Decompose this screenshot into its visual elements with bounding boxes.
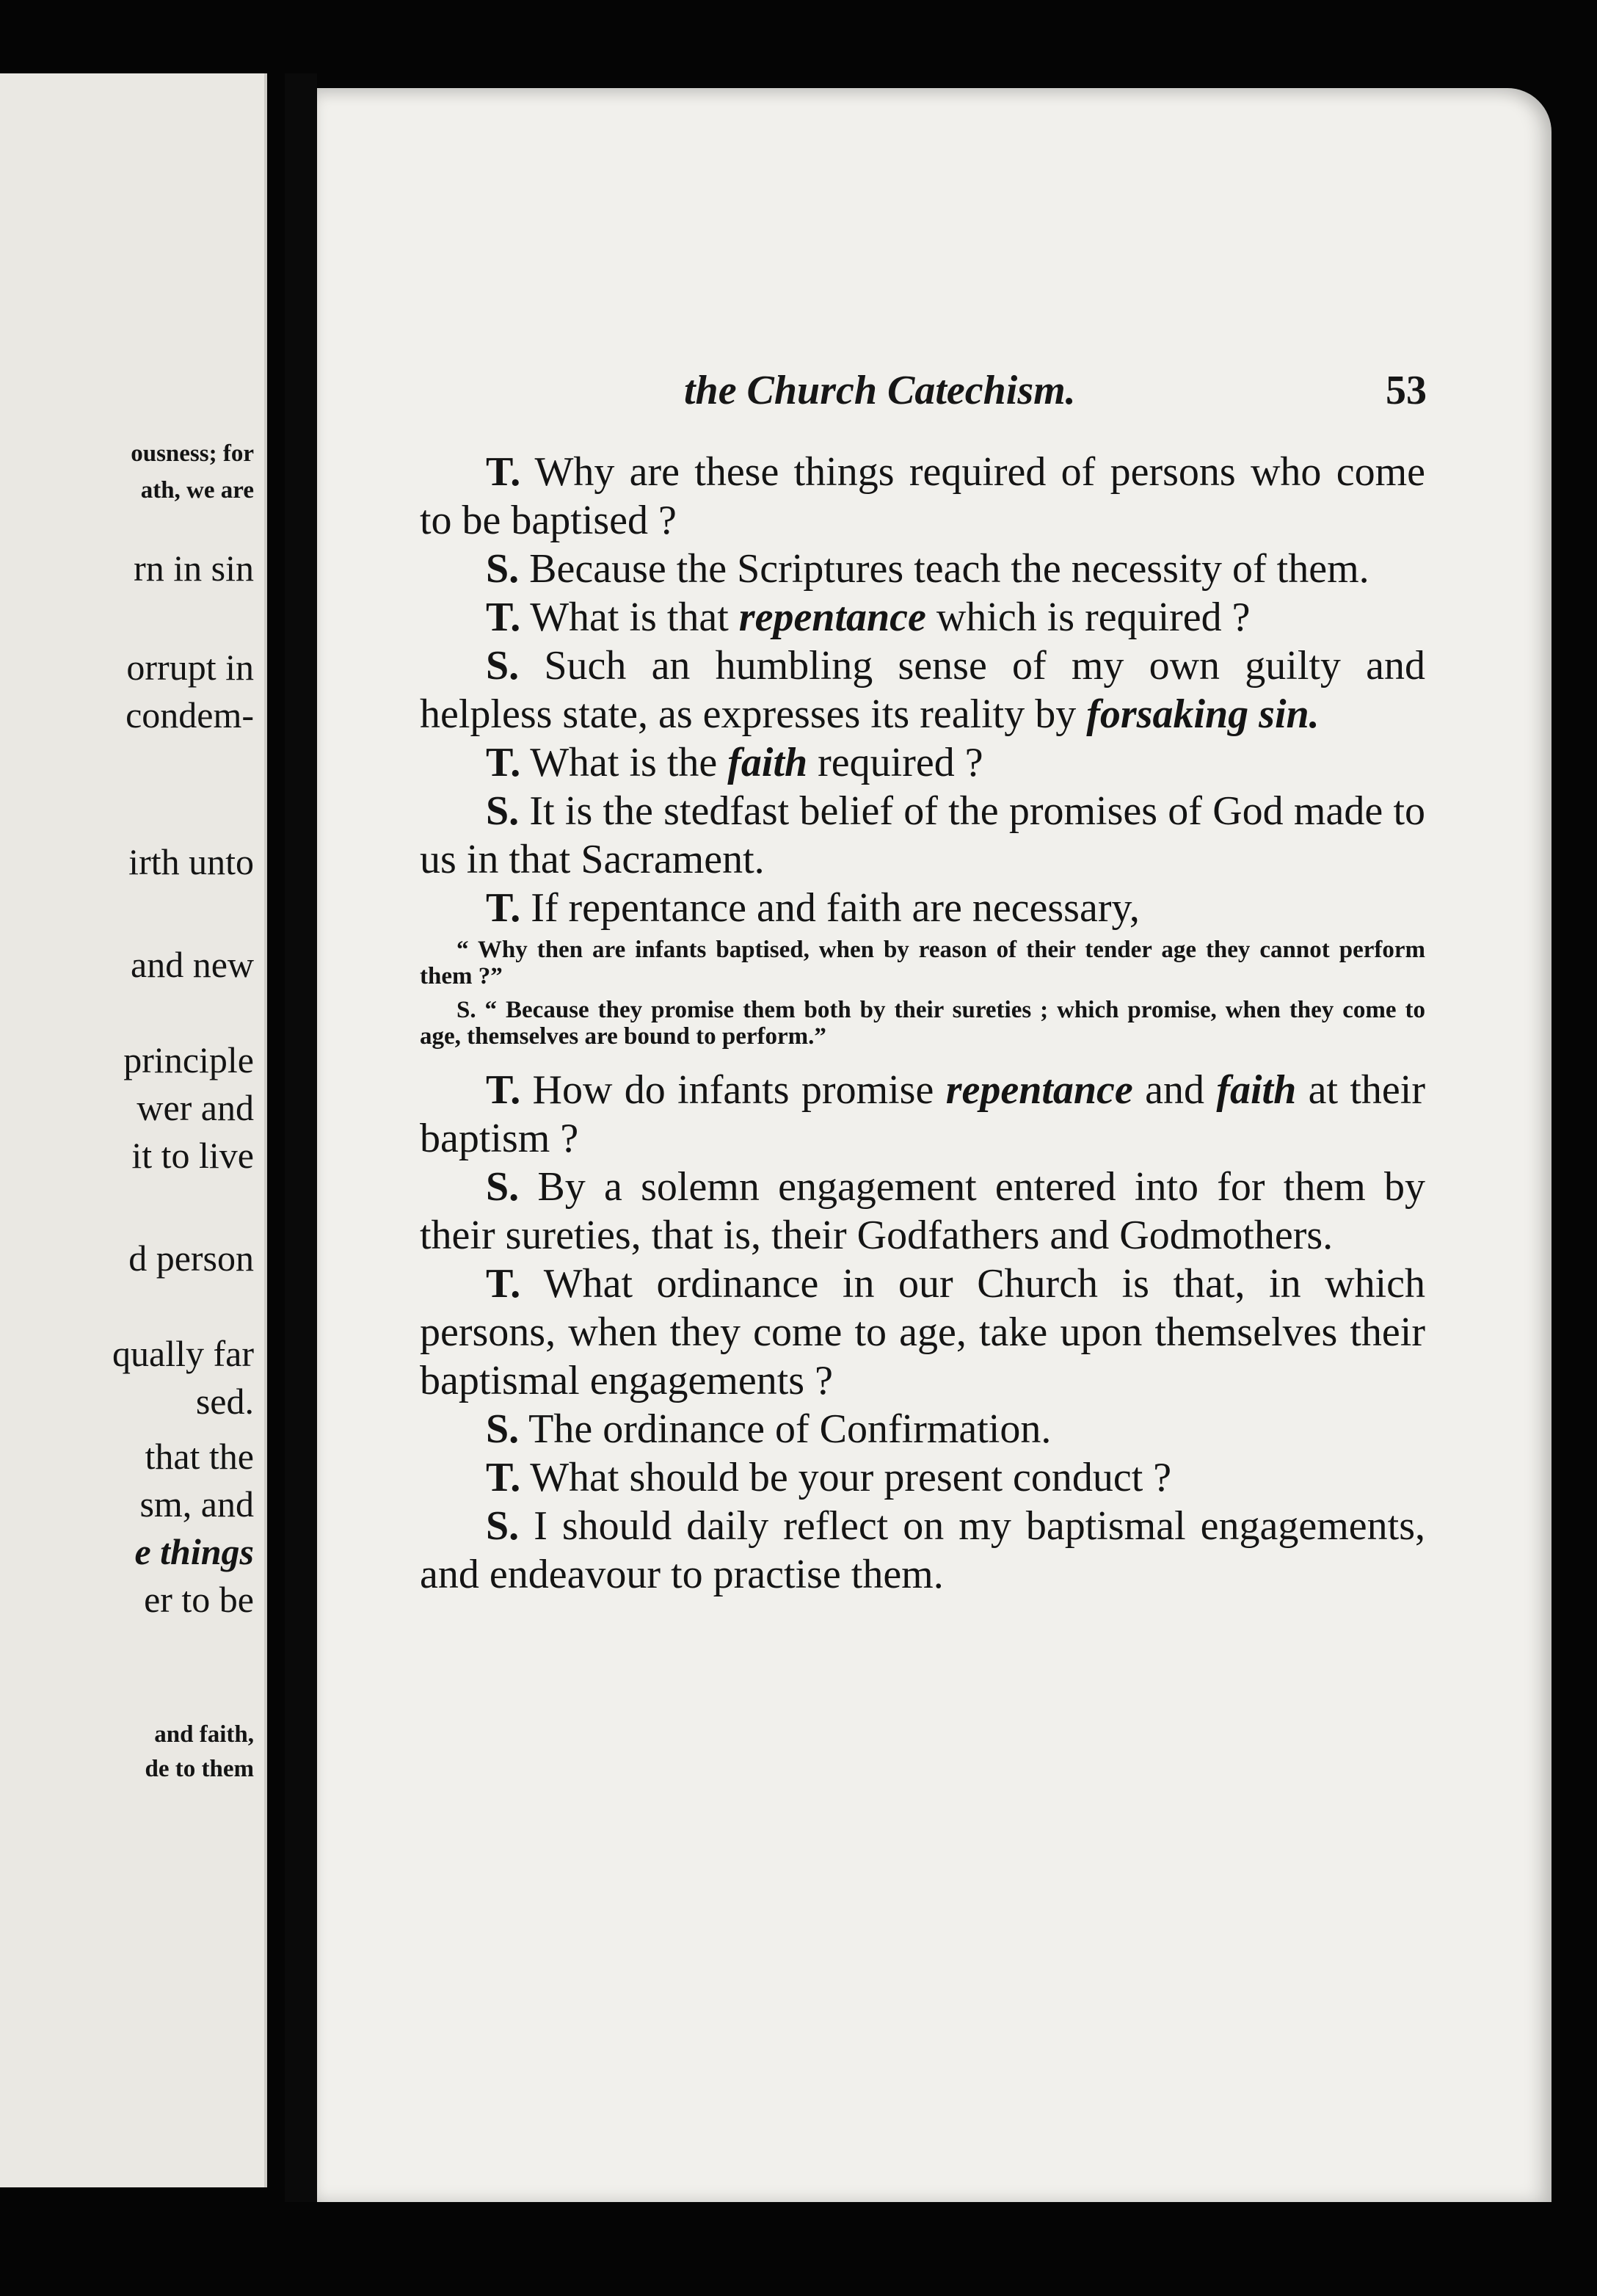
body-text: required ? <box>807 740 983 785</box>
teacher-question <box>420 448 1425 545</box>
left-page-line: ath, we are <box>140 477 254 504</box>
teacher-question <box>420 884 1425 932</box>
left-page-line: e things <box>134 1531 254 1572</box>
speaker-label: T. <box>486 595 521 640</box>
body-text: and <box>1132 1067 1217 1113</box>
speaker-label: T. <box>486 1261 521 1307</box>
body-text: What is the <box>520 740 728 785</box>
body-text: What should be your present conduct ? <box>520 1455 1172 1500</box>
catechism-quote-note: S. “ Because they promise them both by their sureties ; which promise, when they come to age, themselves are bound to perform.” <box>420 997 1425 1050</box>
qa-block-continued <box>420 1066 1425 1599</box>
left-page-line: ousness; for <box>131 440 254 467</box>
speaker-label: S. <box>486 546 520 592</box>
student-answer <box>420 1163 1425 1260</box>
speaker-label: T. <box>486 885 521 931</box>
footnote-block <box>420 937 1425 1050</box>
page-number: 53 <box>1386 368 1427 413</box>
speaker-label: S. <box>486 1406 520 1452</box>
emphasis-text: repentance <box>945 1067 1133 1113</box>
teacher-question <box>420 593 1425 642</box>
speaker-label: T. <box>486 449 521 495</box>
body-text: I should daily reflect on my baptismal engagements, and endeavour to practise them. <box>420 1503 1425 1597</box>
body-text: Such an humbling sense of my own guilty and helpless state, as expresses its reality by <box>420 643 1425 737</box>
book-gutter <box>285 73 317 2202</box>
speaker-label: S. <box>486 788 520 834</box>
body-text: at their baptism ? <box>420 1067 1425 1161</box>
speaker-label: S. <box>486 1164 520 1210</box>
left-page-line: condem- <box>125 694 254 735</box>
left-page-line: d person <box>128 1238 254 1279</box>
left-page-fragment <box>0 73 267 2187</box>
speaker-label: T. <box>486 1067 521 1113</box>
emphasis-text: faith <box>727 740 808 785</box>
body-text: which is required ? <box>925 595 1251 640</box>
body-text: What ordinance in our Church is that, in which persons, when they come to age, take upon themselves their baptismal engagements ? <box>420 1261 1425 1403</box>
left-page-line: that the <box>145 1436 254 1477</box>
student-answer <box>420 787 1425 884</box>
student-answer <box>420 1502 1425 1599</box>
body-text: It is the stedfast belief of the promises of God made to us in that Sacrament. <box>420 788 1425 882</box>
left-page-line: irth unto <box>128 841 254 882</box>
catechism-body <box>420 448 1425 1599</box>
header-title: the Church Catechism. <box>684 368 1076 413</box>
body-text: If repentance and faith are necessary, <box>520 885 1140 931</box>
left-page-line: sm, and <box>139 1483 254 1525</box>
student-answer <box>420 1405 1425 1453</box>
body-text: Why are these things required of persons who come to be baptised ? <box>420 449 1425 543</box>
body-text: Because the Scriptures teach the necessity of them. <box>519 546 1369 592</box>
speaker-label: T. <box>486 1455 521 1500</box>
student-answer <box>420 545 1425 593</box>
teacher-question <box>420 1260 1425 1405</box>
speaker-label: S. <box>486 643 520 689</box>
body-text: What is that <box>520 595 739 640</box>
left-page-line: principle <box>123 1039 254 1080</box>
left-page-line: orrupt in <box>126 647 254 688</box>
left-page-line: wer and <box>137 1087 254 1128</box>
left-page-line: de to them <box>145 1756 254 1782</box>
qa-block <box>420 448 1425 932</box>
right-page <box>317 88 1551 2202</box>
left-page-line: rn in sin <box>134 548 254 589</box>
left-page-line: sed. <box>195 1381 254 1422</box>
speaker-label: S. <box>486 1503 520 1549</box>
body-text: By a solemn engagement entered into for them by their sureties, that is, their Godfathers and Godmothers. <box>420 1164 1425 1258</box>
teacher-question <box>420 1066 1425 1163</box>
left-page-line: and faith, <box>154 1721 254 1748</box>
emphasis-text: forsaking sin. <box>1086 691 1320 737</box>
teacher-question <box>420 738 1425 787</box>
left-page-line: it to live <box>131 1135 254 1176</box>
left-page-line: er to be <box>144 1579 254 1620</box>
left-page-line: qually far <box>112 1333 254 1374</box>
left-page-line: and new <box>131 944 254 985</box>
teacher-question <box>420 1453 1425 1502</box>
body-text: How do infants promise <box>520 1067 946 1113</box>
catechism-quote-note: “ Why then are infants baptised, when by reason of their tender age they cannot perform them ?” <box>420 937 1425 989</box>
running-head <box>684 367 1427 433</box>
body-text: The ordinance of Confirmation. <box>519 1406 1052 1452</box>
emphasis-text: repentance <box>738 595 926 640</box>
speaker-label: T. <box>486 740 521 785</box>
student-answer <box>420 642 1425 738</box>
emphasis-text: faith <box>1216 1067 1297 1113</box>
